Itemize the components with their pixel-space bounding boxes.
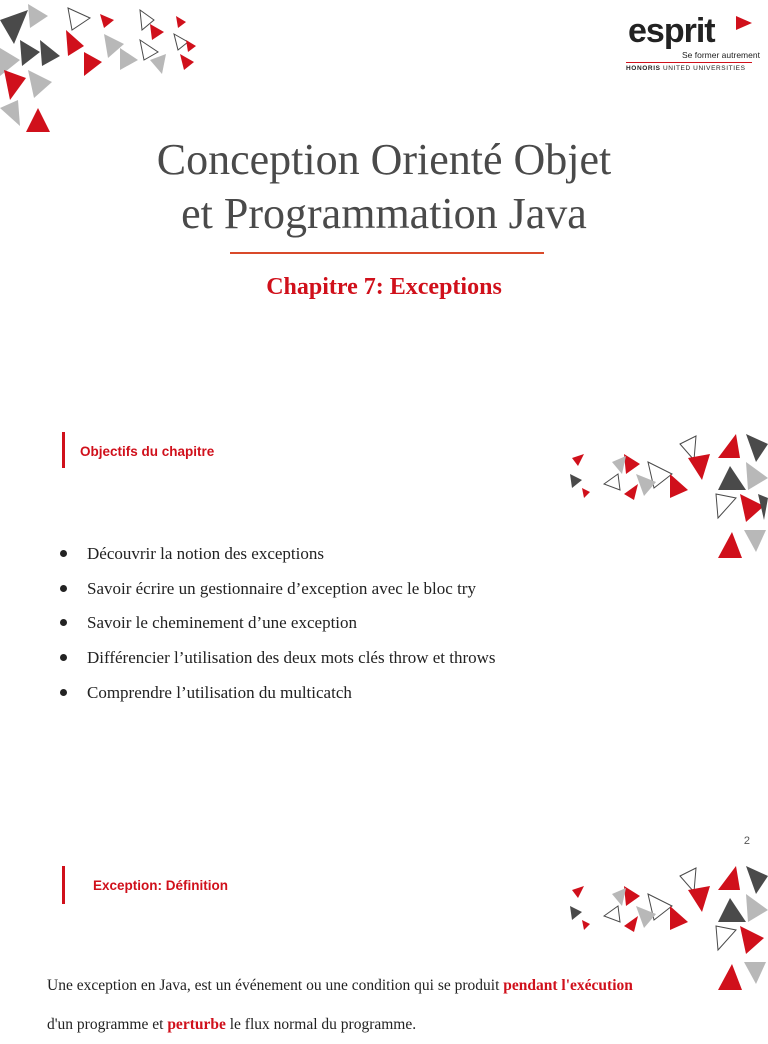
presentation-title-line2: et Programmation Java xyxy=(181,189,587,238)
bullet-icon xyxy=(60,585,67,592)
decor-triangle xyxy=(718,866,740,890)
decor-triangle xyxy=(746,434,768,462)
decor-triangle xyxy=(582,488,590,498)
bullet-icon xyxy=(60,619,67,626)
decor-triangle xyxy=(670,906,688,930)
decor-triangle xyxy=(612,456,626,474)
decorative-triangles-top-left xyxy=(0,0,210,140)
decor-triangle xyxy=(746,462,768,490)
objective-item: Comprendre l’utilisation du multicatch xyxy=(58,681,496,716)
decor-triangle xyxy=(744,962,766,984)
chapter-title: Chapitre 7: Exceptions xyxy=(266,274,502,300)
decor-triangle xyxy=(718,964,742,990)
decor-triangle xyxy=(718,466,746,490)
decor-triangle xyxy=(150,54,166,74)
decor-triangle xyxy=(84,52,102,76)
decor-triangle xyxy=(718,532,742,558)
decor-triangle xyxy=(624,916,638,932)
highlight-pendant: pendant l'exécution xyxy=(503,977,633,994)
presentation-title-line1: Conception Orienté Objet xyxy=(156,135,612,184)
decor-triangle xyxy=(186,40,196,52)
decor-triangle xyxy=(716,494,736,518)
section-accent-bar xyxy=(62,866,65,904)
decor-triangle xyxy=(718,898,746,922)
decor-triangle xyxy=(40,40,60,66)
title-slide xyxy=(0,0,768,390)
decor-triangle xyxy=(570,906,582,920)
objectives-list xyxy=(58,542,496,715)
objective-item: Différencier l’utilisation des deux mots clés throw et throws xyxy=(58,646,496,681)
logo-network: HONORIS UNITED UNIVERSITIES xyxy=(626,65,746,72)
decor-triangle xyxy=(744,530,766,552)
decor-triangle xyxy=(688,886,710,912)
decor-triangle xyxy=(180,54,194,70)
exception-definition: Une exception en Java, est un événement ou une condition qui se produit pendant l'exécution d'un programme et perturbe le flux normal du programme. xyxy=(47,977,633,1033)
decor-triangle xyxy=(66,30,84,56)
definition-slide xyxy=(0,858,768,1033)
bullet-icon xyxy=(60,654,67,661)
decor-triangle xyxy=(4,70,26,100)
decor-triangle xyxy=(572,454,584,466)
bullet-icon xyxy=(60,689,67,696)
decor-triangle xyxy=(746,894,768,922)
decor-triangle xyxy=(688,454,710,480)
logo-wordmark: esprit xyxy=(628,12,715,50)
decor-triangle xyxy=(604,906,620,922)
esprit-logo xyxy=(624,12,760,74)
logo-tagline: Se former autrement xyxy=(682,50,760,60)
decor-triangle xyxy=(26,108,50,132)
title-underline xyxy=(230,252,544,254)
decor-triangle xyxy=(0,10,28,44)
logo-divider xyxy=(626,62,752,63)
objective-item: Savoir écrire un gestionnaire d’exception avec le bloc try xyxy=(58,577,496,612)
decor-triangle xyxy=(120,48,138,70)
decor-triangle xyxy=(0,100,20,126)
bullet-icon xyxy=(60,550,67,557)
decor-triangle xyxy=(150,24,164,40)
section-accent-bar xyxy=(62,432,65,468)
decor-triangle xyxy=(718,434,740,458)
section-title: Exception: Définition xyxy=(93,878,228,893)
decor-triangle xyxy=(612,888,626,906)
decor-triangle xyxy=(572,886,584,898)
decor-triangle xyxy=(624,454,640,474)
decor-triangle xyxy=(68,8,90,30)
logo-flag-icon xyxy=(736,16,752,30)
decor-triangle xyxy=(20,40,40,66)
decor-triangle xyxy=(28,70,52,98)
decor-triangle xyxy=(176,16,186,28)
decor-triangle xyxy=(174,34,188,50)
decor-triangle xyxy=(624,886,640,906)
section-title: Objectifs du chapitre xyxy=(80,444,215,459)
highlight-perturbe: perturbe xyxy=(167,1016,226,1033)
decor-triangle xyxy=(740,926,764,954)
decor-triangle xyxy=(604,474,620,490)
decor-triangle xyxy=(570,474,582,488)
objective-item: Découvrir la notion des exceptions xyxy=(58,542,496,577)
decor-triangle xyxy=(582,920,590,930)
objectives-slide xyxy=(0,390,768,858)
objective-item: Savoir le cheminement d’une exception xyxy=(58,611,496,646)
decor-triangle xyxy=(746,866,768,894)
decorative-triangles-right xyxy=(560,434,768,570)
decor-triangle xyxy=(680,868,696,892)
decor-triangle xyxy=(0,48,20,76)
decor-triangle xyxy=(28,4,48,28)
decor-triangle xyxy=(100,14,114,28)
decor-triangle xyxy=(140,40,158,60)
decor-triangle xyxy=(716,926,736,950)
decor-triangle xyxy=(680,436,696,460)
page-number: 2 xyxy=(743,835,750,847)
decor-triangle xyxy=(624,484,638,500)
decor-triangle xyxy=(670,474,688,498)
